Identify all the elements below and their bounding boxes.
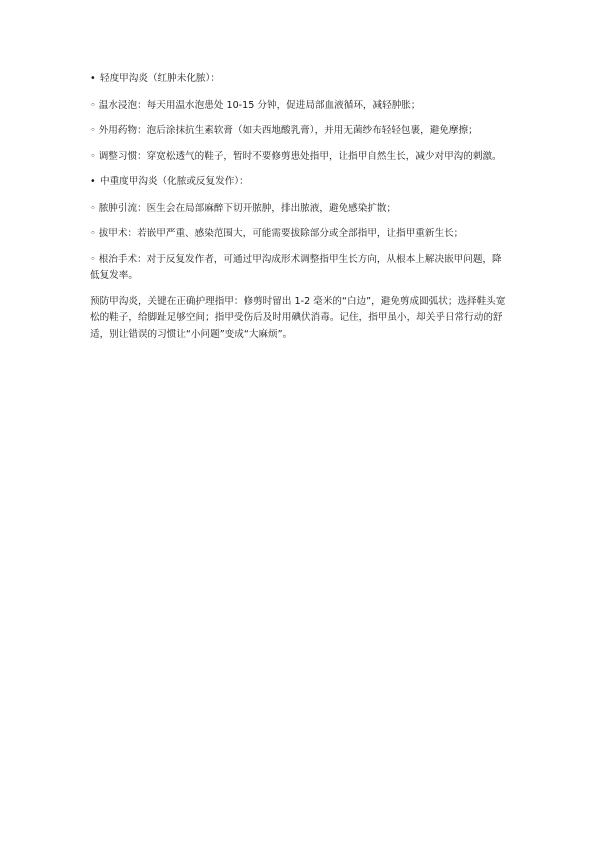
document-page xyxy=(90,71,510,352)
list-item: ◦ 脓肿引流：医生会在局部麻醉下切开脓肿，排出脓液，避免感染扩散； xyxy=(90,202,397,214)
list-item: ◦ 温水浸泡：每天用温水泡患处 10-15 分钟，促进局部血液循环，减轻肿胀； xyxy=(90,99,421,111)
bullet-marker: • xyxy=(90,176,96,187)
section-heading-mild xyxy=(90,71,510,88)
summary-paragraph: 预防甲沟炎，关键在正确护理指甲：修剪时留出 1-2 毫米的“白边”，避免剪成圆弧状；选择鞋头宽松的鞋子，给脚趾足够空间；指甲受伤后及时用碘伏消毒。记住，指甲虽小，却关乎日常行动的舒适，别让错误的习惯让“小问题”变成“大麻烦”。 xyxy=(90,295,506,340)
bullet-marker: • xyxy=(90,73,96,84)
section-heading-severe xyxy=(90,174,510,191)
section-heading-text: 轻度甲沟炎（红肿未化脓）： xyxy=(100,73,220,84)
list-item: ◦ 调整习惯：穿宽松透气的鞋子，暂时不要修剪患处指甲，让指甲自然生长，减少对甲沟的刺激。 xyxy=(90,150,502,162)
list-item: ◦ 外用药物：泡后涂抹抗生素软膏（如夫西地酸乳膏），并用无菌纱布轻轻包裹，避免摩擦； xyxy=(90,125,478,136)
list-item: ◦ 拔甲术：若嵌甲严重、感染范围大，可能需要拔除部分或全部指甲，让指甲重新生长； xyxy=(90,228,464,239)
section-heading-text: 中重度甲沟炎（化脓或反复发作）： xyxy=(100,176,249,187)
list-item: ◦ 根治手术：对于反复发作者，可通过甲沟成形术调整指甲生长方向，从根本上解决嵌甲问题，降低复发率。 xyxy=(90,253,502,281)
